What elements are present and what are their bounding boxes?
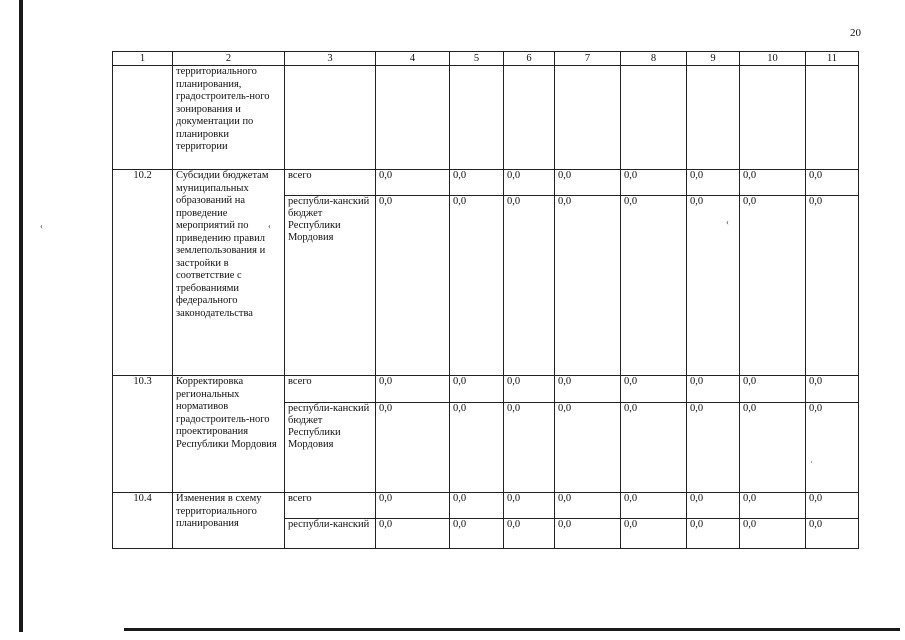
value-cell: 0,0 <box>555 493 621 519</box>
row-number <box>113 66 173 170</box>
value-cell: 0,0 <box>687 170 740 196</box>
value-cell: 0,0 <box>621 493 687 519</box>
empty-cell <box>806 66 859 170</box>
value-cell: 0,0 <box>740 519 806 549</box>
value-cell: 0,0 <box>740 376 806 403</box>
value-cell: 0,0 <box>376 170 450 196</box>
value-cell: 0,0 <box>687 196 740 376</box>
value-cell: 0,0 <box>504 196 555 376</box>
value-cell: 0,0 <box>555 519 621 549</box>
value-cell: 0,0 <box>621 376 687 403</box>
value-cell: 0,0 <box>450 493 504 519</box>
header-row <box>113 52 859 66</box>
value-cell: 0,0 <box>555 376 621 403</box>
funding-source: республи-канский бюджет Республики Мордовия <box>285 196 376 376</box>
row-description: Корректировка региональных нормативов градостроитель-ного проектирования Республики Мордовия <box>173 376 285 493</box>
value-cell: 0,0 <box>376 493 450 519</box>
value-cell: 0,0 <box>555 403 621 493</box>
value-cell: 0,0 <box>504 376 555 403</box>
empty-cell <box>450 66 504 170</box>
empty-cell <box>621 66 687 170</box>
value-cell: 0,0 <box>504 403 555 493</box>
value-cell: 0,0 <box>687 493 740 519</box>
value-cell: 0,0 <box>555 196 621 376</box>
row-number: 10.3 <box>113 376 173 493</box>
page-number: 20 <box>850 27 861 39</box>
empty-cell <box>687 66 740 170</box>
value-cell: 0,0 <box>450 376 504 403</box>
value-cell: 0,0 <box>806 170 859 196</box>
scan-speck: · <box>810 457 813 467</box>
value-cell: 0,0 <box>621 170 687 196</box>
header-cell: 1 <box>113 52 173 66</box>
funding-source: республи-канский <box>285 519 376 549</box>
value-cell: 0,0 <box>450 403 504 493</box>
row-description: Субсидии бюджетам муниципальных образований на проведение мероприятий по приведению правил землепользования и застройки в соответствие с требованиями федерального законодательства <box>173 170 285 376</box>
header-cell: 4 <box>376 52 450 66</box>
header-cell: 10 <box>740 52 806 66</box>
value-cell: 0,0 <box>376 519 450 549</box>
value-cell: 0,0 <box>376 403 450 493</box>
value-cell: 0,0 <box>687 376 740 403</box>
value-cell: 0,0 <box>504 493 555 519</box>
header-cell: 3 <box>285 52 376 66</box>
value-cell: 0,0 <box>687 519 740 549</box>
header-cell: 7 <box>555 52 621 66</box>
value-cell: 0,0 <box>806 196 859 376</box>
value-cell: 0,0 <box>450 196 504 376</box>
scan-speck: ‹ <box>726 217 729 227</box>
value-cell: 0,0 <box>740 493 806 519</box>
header-cell: 11 <box>806 52 859 66</box>
value-cell: 0,0 <box>806 403 859 493</box>
value-cell: 0,0 <box>621 519 687 549</box>
budget-table <box>112 51 859 549</box>
value-cell: 0,0 <box>806 376 859 403</box>
value-cell: 0,0 <box>504 170 555 196</box>
empty-cell <box>555 66 621 170</box>
scan-edge-bottom <box>124 628 900 631</box>
value-cell: 0,0 <box>376 376 450 403</box>
value-cell: 0,0 <box>740 170 806 196</box>
header-cell: 2 <box>173 52 285 66</box>
empty-cell <box>740 66 806 170</box>
value-cell: 0,0 <box>450 519 504 549</box>
value-cell: 0,0 <box>806 519 859 549</box>
empty-cell <box>376 66 450 170</box>
value-cell: 0,0 <box>621 196 687 376</box>
table-row-continuation <box>113 66 859 170</box>
funding-source: республи-канский бюджет Республики Мордовия <box>285 403 376 493</box>
funding-source: всего <box>285 170 376 196</box>
value-cell: 0,0 <box>740 196 806 376</box>
funding-source: всего <box>285 493 376 519</box>
table-row <box>113 376 859 403</box>
table-row <box>113 170 859 196</box>
row-number: 10.4 <box>113 493 173 549</box>
scan-edge-left <box>19 0 23 632</box>
value-cell: 0,0 <box>806 493 859 519</box>
empty-cell <box>285 66 376 170</box>
value-cell: 0,0 <box>555 170 621 196</box>
header-cell: 6 <box>504 52 555 66</box>
value-cell: 0,0 <box>376 196 450 376</box>
header-cell: 8 <box>621 52 687 66</box>
table-row <box>113 493 859 519</box>
scan-speck: ‹ <box>40 221 43 231</box>
row-number: 10.2 <box>113 170 173 376</box>
empty-cell <box>504 66 555 170</box>
row-description: Изменения в схему территориального планирования <box>173 493 285 549</box>
scan-speck: ‹ <box>268 221 271 231</box>
value-cell: 0,0 <box>687 403 740 493</box>
header-cell: 5 <box>450 52 504 66</box>
value-cell: 0,0 <box>740 403 806 493</box>
value-cell: 0,0 <box>450 170 504 196</box>
row-description: территориального планирования, градостроитель-ного зонирования и документации по планировки территории <box>173 66 285 170</box>
value-cell: 0,0 <box>504 519 555 549</box>
value-cell: 0,0 <box>621 403 687 493</box>
funding-source: всего <box>285 376 376 403</box>
header-cell: 9 <box>687 52 740 66</box>
